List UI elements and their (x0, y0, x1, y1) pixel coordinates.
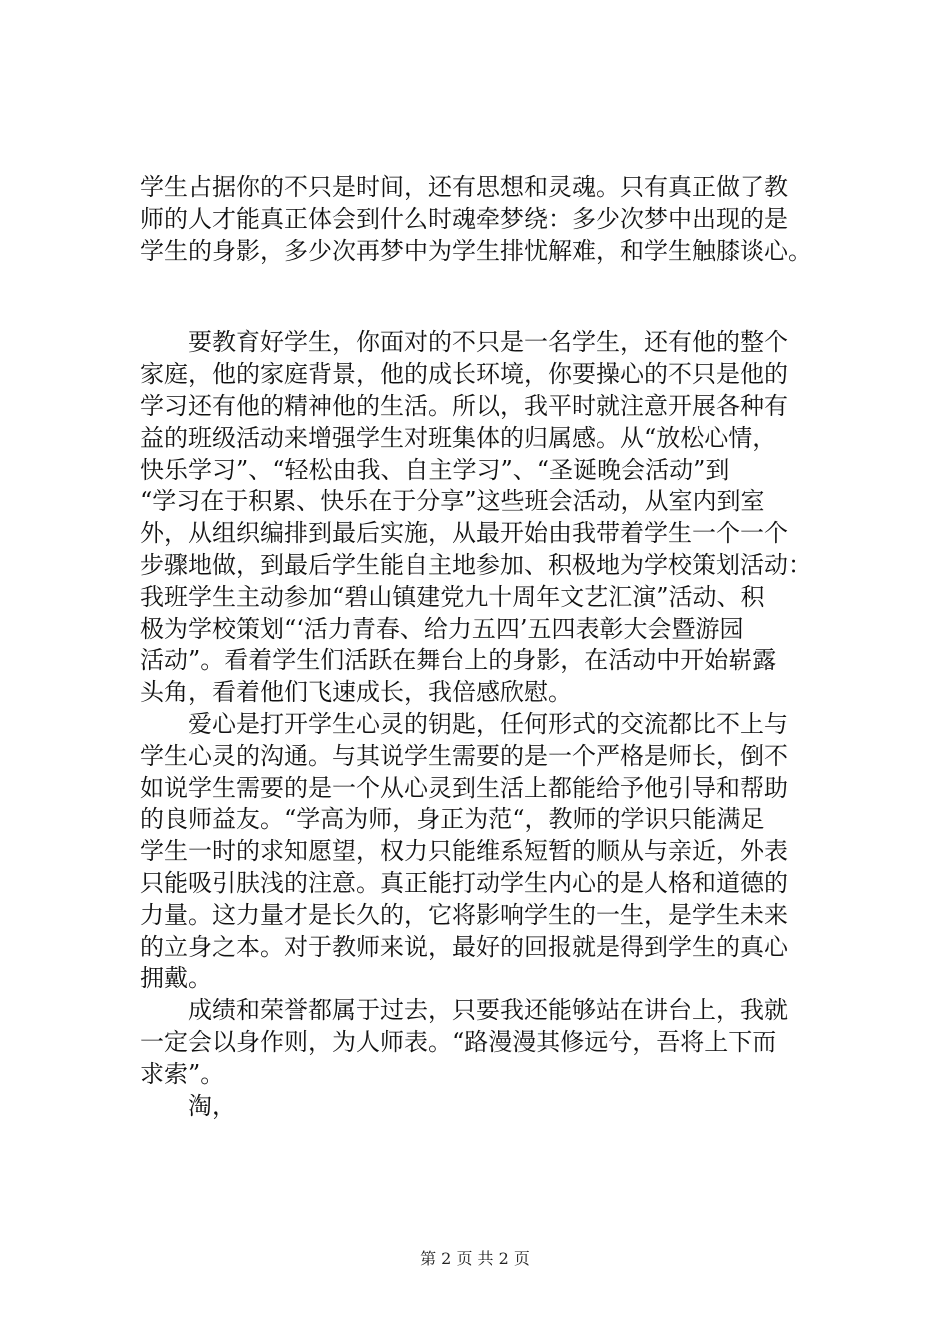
paragraph-5 (140, 1091, 840, 1123)
text-line: 活动”。看着学生们活跃在舞台上的身影，在活动中开始崭露 (140, 646, 777, 675)
text-line: 的良师益友。“学高为师，身正为范“，教师的学识只能满足 (140, 805, 765, 834)
text-line: 学生占据你的不只是时间，还有思想和灵魂。只有真正做了教 (140, 173, 788, 201)
paragraph-2 (140, 327, 840, 709)
text-line: 学习还有他的精神他的生活。所以，我平时就注意开展各种有 (140, 391, 788, 420)
text-line: 求索”。 (140, 1059, 225, 1088)
text-line: 学生的身影，多少次再梦中为学生排忧解难，和学生触膝谈心。 (140, 236, 812, 265)
text-line: 学生心灵的沟通。与其说学生需要的是一个严格是师长，倒不 (140, 741, 788, 770)
text-line: 师的人才能真正体会到什么时魂牵梦绕：多少次梦中出现的是 (140, 204, 788, 233)
paragraph-gap (140, 267, 840, 327)
text-line: 拥戴。 (140, 964, 212, 993)
text-line: 家庭，他的家庭背景，他的成长环境，你要操心的不只是他的 (140, 360, 788, 389)
paragraph-1 (140, 172, 840, 267)
text-line: 学生一时的求知愿望，权力只能维系短暂的顺从与亲近，外表 (140, 837, 788, 866)
text-line: 成绩和荣誉都属于过去，只要我还能够站在讲台上，我就 (188, 996, 788, 1025)
document-body (140, 172, 840, 1122)
text-line: 淘， (188, 1091, 236, 1120)
text-line: 极为学校策划“‘活力青春、给力五四’五四表彰大会暨游园 (140, 614, 744, 643)
paragraph-3 (140, 709, 840, 995)
text-line: 快乐学习”、“轻松由我、自主学习”、“圣诞晚会活动”到 (140, 455, 730, 484)
text-line: 要教育好学生，你面对的不只是一名学生，还有他的整个 (188, 328, 788, 357)
text-line: 步骤地做，到最后学生能自主地参加、积极地为学校策划活动： (140, 550, 812, 579)
text-line: 如说学生需要的是一个从心灵到生活上都能给予他引导和帮助 (140, 773, 788, 802)
text-line: 我班学生主动参加“碧山镇建党九十周年文艺汇演”活动、积 (140, 582, 765, 611)
text-line: 外，从组织编排到最后实施，从最开始由我带着学生一个一个 (140, 519, 788, 548)
text-line: 一定会以身作则，为人师表。“路漫漫其修远兮，吾将上下而 (140, 1027, 777, 1056)
text-line: 爱心是打开学生心灵的钥匙，任何形式的交流都比不上与 (188, 709, 788, 738)
text-line: 头角，看着他们飞速成长，我倍感欣慰。 (140, 678, 572, 707)
text-line: “学习在于积累、快乐在于分享”这些班会活动，从室内到室 (140, 487, 765, 516)
page-number-footer: 第 2 页 共 2 页 (420, 1249, 530, 1268)
text-line: 只能吸引肤浅的注意。真正能打动学生内心的是人格和道德的 (140, 868, 788, 897)
text-line: 的立身之本。对于教师来说，最好的回报就是得到学生的真心 (140, 932, 788, 961)
paragraph-4 (140, 995, 840, 1090)
text-line: 力量。这力量才是长久的，它将影响学生的一生，是学生未来 (140, 900, 788, 929)
text-line: 益的班级活动来增强学生对班集体的归属感。从“放松心情， (140, 423, 777, 452)
